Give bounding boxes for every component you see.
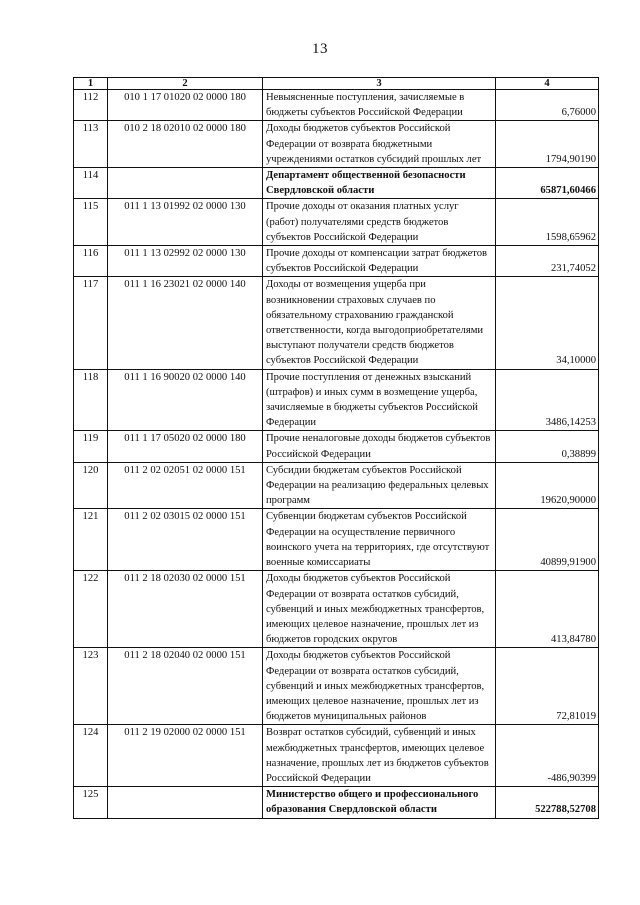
revenue-amount: 65871,60466: [496, 168, 599, 199]
budget-classification-code: 011 2 18 02040 02 0000 151: [108, 648, 263, 725]
budget-classification-code: 011 2 19 02000 02 0000 151: [108, 725, 263, 787]
revenue-amount: 413,84780: [496, 571, 599, 648]
budget-classification-code: 011 1 13 02992 02 0000 130: [108, 246, 263, 277]
row-number: 124: [74, 725, 108, 787]
revenue-name: Доходы от возмещения ущерба при возникновении страховых случаев по обязательному страхованию гражданской ответственности, когда выгодоприобретателями выступают получатели средств бюджетов субъектов Российской Федерации: [263, 277, 496, 369]
budget-classification-code: 011 1 16 90020 02 0000 140: [108, 369, 263, 431]
revenue-name: Доходы бюджетов субъектов Российской Федерации от возврата остатков субсидий, субвенций и иных межбюджетных трансфертов, имеющих целевое назначение, прошлых лет из бюджетов городских округов: [263, 571, 496, 648]
row-number: 121: [74, 509, 108, 571]
revenue-amount: 6,76000: [496, 90, 599, 121]
revenue-name: Доходы бюджетов субъектов Российской Федерации от возврата бюджетными учреждениями остатков субсидий прошлых лет: [263, 121, 496, 168]
budget-classification-code: 011 2 02 02051 02 0000 151: [108, 462, 263, 509]
row-number: 125: [74, 787, 108, 818]
budget-classification-code: 011 1 16 23021 02 0000 140: [108, 277, 263, 369]
table-row: [74, 246, 599, 277]
revenue-amount: 3486,14253: [496, 369, 599, 431]
budget-classification-code: 011 2 18 02030 02 0000 151: [108, 571, 263, 648]
revenue-amount: 0,38899: [496, 431, 599, 462]
table-row: [74, 277, 599, 369]
revenue-name: Субсидии бюджетам субъектов Российской Федерации на реализацию федеральных целевых программ: [263, 462, 496, 509]
revenue-name: Департамент общественной безопасности Свердловской области: [263, 168, 496, 199]
revenue-name: Субвенции бюджетам субъектов Российской Федерации на осуществление первичного воинского учета на территориях, где отсутствуют военные комиссариаты: [263, 509, 496, 571]
budget-classification-code: [108, 787, 263, 818]
row-number: 119: [74, 431, 108, 462]
row-number: 116: [74, 246, 108, 277]
table-header-row: [74, 78, 599, 90]
revenue-name: Невыясненные поступления, зачисляемые в бюджеты субъектов Российской Федерации: [263, 90, 496, 121]
revenue-name: Прочие поступления от денежных взысканий (штрафов) и иных сумм в возмещение ущерба, зачисляемые в бюджеты субъектов Российской Федерации: [263, 369, 496, 431]
revenue-name: Прочие доходы от компенсации затрат бюджетов субъектов Российской Федерации: [263, 246, 496, 277]
row-number: 123: [74, 648, 108, 725]
budget-classification-code: 011 2 02 03015 02 0000 151: [108, 509, 263, 571]
budget-classification-code: 010 1 17 01020 02 0000 180: [108, 90, 263, 121]
page-number: 13: [312, 41, 328, 57]
budget-classification-code: 011 1 13 01992 02 0000 130: [108, 199, 263, 246]
revenue-name: Возврат остатков субсидий, субвенций и иных межбюджетных трансфертов, имеющих целевое назначение, прошлых лет из бюджетов субъектов Российской Федерации: [263, 725, 496, 787]
revenue-amount: 1598,65962: [496, 199, 599, 246]
row-number: 118: [74, 369, 108, 431]
table-row: [74, 199, 599, 246]
table-row: [74, 787, 599, 818]
revenue-amount: 34,10000: [496, 277, 599, 369]
table-row: [74, 90, 599, 121]
table-row: [74, 571, 599, 648]
table-row: [74, 431, 599, 462]
row-number: 117: [74, 277, 108, 369]
column-header-2: 2: [108, 78, 263, 90]
table-row: [74, 648, 599, 725]
revenue-name: Доходы бюджетов субъектов Российской Федерации от возврата остатков субсидий, субвенций и иных межбюджетных трансфертов, имеющих целевое назначение, прошлых лет из бюджетов муниципальных районов: [263, 648, 496, 725]
budget-classification-code: 010 2 18 02010 02 0000 180: [108, 121, 263, 168]
revenue-amount: 40899,91900: [496, 509, 599, 571]
revenue-amount: 19620,90000: [496, 462, 599, 509]
row-number: 114: [74, 168, 108, 199]
table-row: [74, 462, 599, 509]
revenue-table: [73, 77, 599, 819]
revenue-amount: 231,74052: [496, 246, 599, 277]
row-number: 120: [74, 462, 108, 509]
table-row: [74, 725, 599, 787]
table-row: [74, 121, 599, 168]
revenue-amount: 72,81019: [496, 648, 599, 725]
column-header-4: 4: [496, 78, 599, 90]
revenue-name: Прочие неналоговые доходы бюджетов субъектов Российской Федерации: [263, 431, 496, 462]
table-row: [74, 509, 599, 571]
budget-classification-code: [108, 168, 263, 199]
row-number: 115: [74, 199, 108, 246]
revenue-name: Прочие доходы от оказания платных услуг (работ) получателями средств бюджетов субъектов Российской Федерации: [263, 199, 496, 246]
column-header-1: 1: [74, 78, 108, 90]
row-number: 112: [74, 90, 108, 121]
revenue-amount: -486,90399: [496, 725, 599, 787]
column-header-3: 3: [263, 78, 496, 90]
table-row: [74, 168, 599, 199]
budget-classification-code: 011 1 17 05020 02 0000 180: [108, 431, 263, 462]
table-row: [74, 369, 599, 431]
row-number: 113: [74, 121, 108, 168]
revenue-name: Министерство общего и профессионального образования Свердловской области: [263, 787, 496, 818]
revenue-amount: 522788,52708: [496, 787, 599, 818]
table-body: [74, 90, 599, 819]
row-number: 122: [74, 571, 108, 648]
revenue-amount: 1794,90190: [496, 121, 599, 168]
